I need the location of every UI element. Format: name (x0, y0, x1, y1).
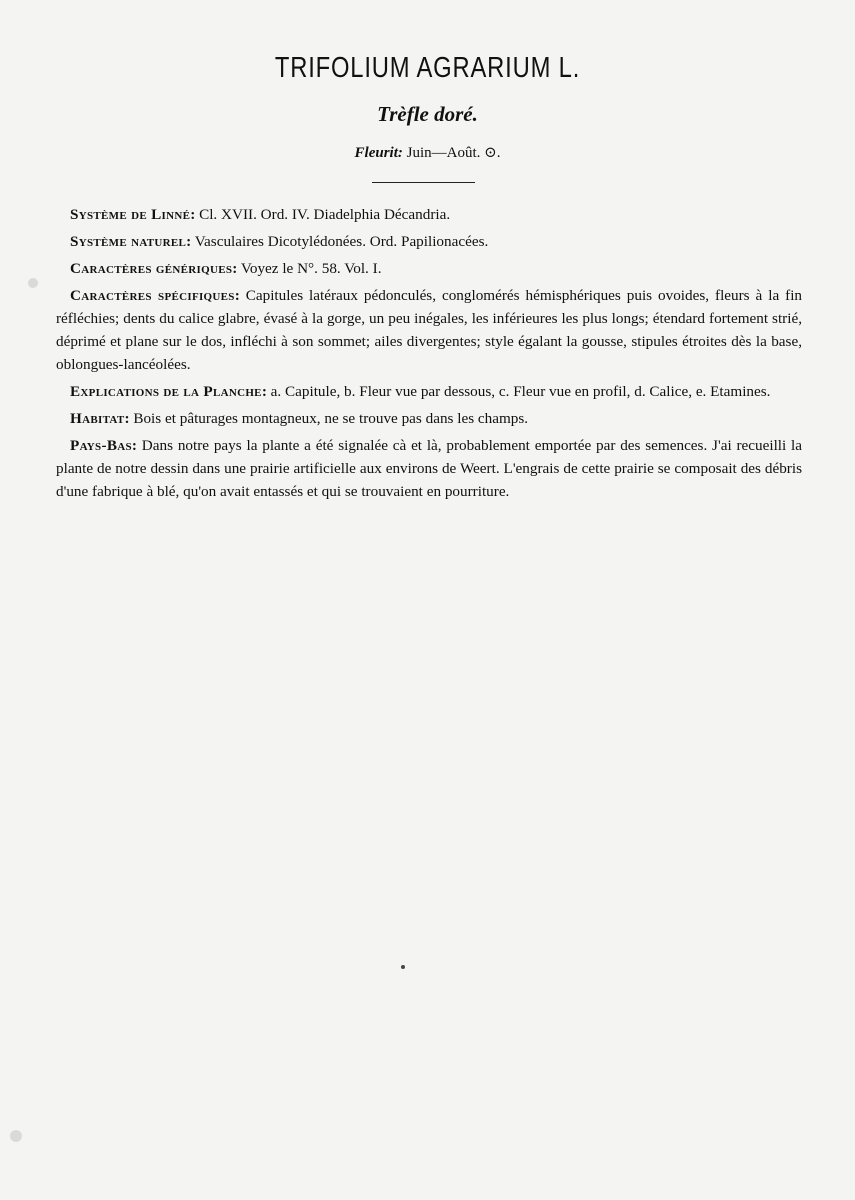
paper-speck (28, 278, 38, 288)
section-generiques: Caractères génériques: Voyez le N°. 58. Vol. I. (70, 260, 382, 277)
flowering-line (0, 143, 855, 162)
section-heading: Caractères génériques (70, 260, 233, 277)
section-text: a. Capitule, b. Fleur vue par dessous, c. Fleur vue en profil, d. Calice, e. Etamines. (270, 383, 771, 400)
section-habitat: Habitat: Bois et pâturages montagneux, ne se trouve pas dans les champs. (70, 410, 529, 427)
section-linne: Système de Linné: Cl. XVII. Ord. IV. Diadelphia Décandria. (70, 206, 451, 223)
section-text: Vasculaires Dicotylédonées. Ord. Papilionacées. (194, 233, 489, 250)
description-body (56, 203, 802, 507)
section-pays-bas: Pays-Bas: Dans notre pays la plante a été signalée cà et là, probablement emportée par des semences. J'ai recueilli la plante de notre dessin dans une prairie artificielle aux environs de Weert. L'engrais de cette prairie se composait des débris d'une fabrique à blé, qu'on avait entassés et qui se trouvaient en pourriture. (56, 437, 802, 500)
section-text: Cl. XVII. Ord. IV. Diadelphia Décandria. (199, 206, 451, 223)
paper-speck (10, 1130, 22, 1142)
section-text: Voyez le N°. 58. Vol. I. (240, 260, 382, 277)
section-heading: Caractères spécifiques (70, 287, 235, 304)
section-specifiques: Caractères spécifiques: Capitules latéraux pédonculés, conglomérés hémisphériques puis ovoides, fleurs à la fin réfléchies; dents du calice glabre, évasé à la gorge, un peu inégales, les inférieures les plus longs; étendard fortement strié, déprimé et plane sur le dos, infléchi à son sommet; ailes divergentes; style égalant la gousse, stipules étroites dès la base, oblongues-lancéolées. (56, 287, 803, 373)
flowering-value: Juin—Août. ⊙. (406, 145, 501, 161)
section-heading: Système naturel (70, 233, 187, 250)
section-planche: Explications de la Planche: a. Capitule, b. Fleur vue par dessous, c. Fleur vue en profil, d. Calice, e. Etamines. (70, 383, 771, 400)
section-text: Dans notre pays la plante a été signalée cà et là, probablement emportée par des semences. J'ai recueilli la plante de notre dessin dans une prairie artificielle aux environs de Weert. L'engrais de cette prairie se composait des débris d'une fabrique à blé, qu'on avait entassés et qui se trouvaient en pourriture. (56, 437, 802, 500)
title-divider (372, 182, 475, 183)
section-heading: Pays-Bas (70, 437, 132, 454)
flowering-label: Fleurit: (354, 145, 403, 161)
section-naturel: Système naturel: Vasculaires Dicotylédonées. Ord. Papilionacées. (70, 233, 489, 250)
section-heading: Système de Linné (70, 206, 191, 223)
section-heading: Habitat (70, 410, 125, 427)
section-text: Bois et pâturages montagneux, ne se trouve pas dans les champs. (133, 410, 529, 427)
paper-speck (401, 965, 405, 969)
section-text: Capitules latéraux pédonculés, conglomérés hémisphériques puis ovoides, fleurs à la fin réfléchies; dents du calice glabre, évasé à la gorge, un peu inégales, les inférieures les plus longs; étendard fortement strié, déprimé et plane sur le dos, infléchi à son sommet; ailes divergentes; style égalant la gousse, stipules étroites dès la base, oblongues-lancéolées. (56, 287, 803, 373)
section-heading: Explications de la Planche (70, 383, 262, 400)
common-name: Trèfle doré. (377, 102, 478, 126)
page-title: TRIFOLIUM AGRARIUM L. (274, 52, 581, 84)
